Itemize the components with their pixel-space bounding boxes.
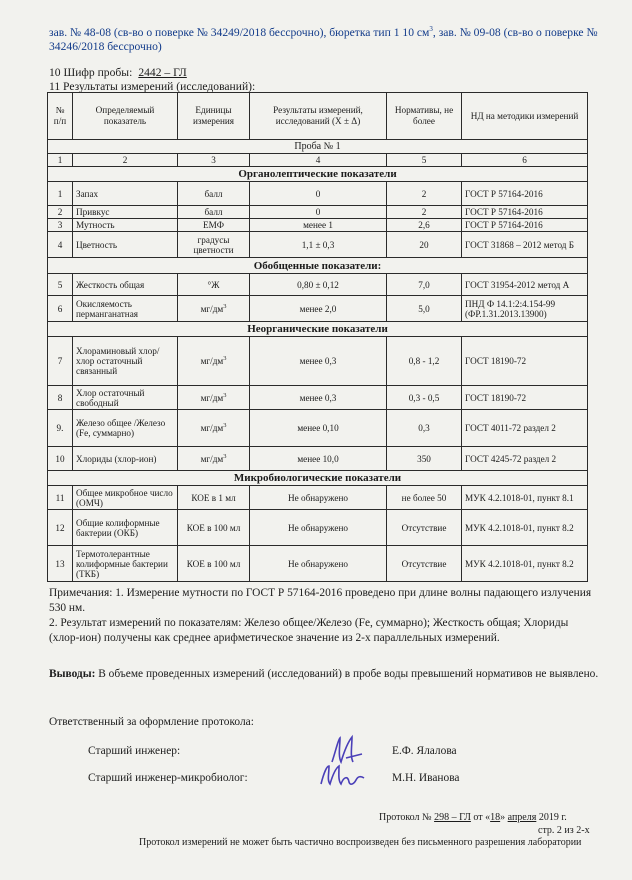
row-method: ГОСТ 18190-72 xyxy=(462,386,588,410)
row-result: Не обнаружено xyxy=(250,486,387,510)
row-param: Окисляемость перманганатная xyxy=(73,296,178,322)
row-units xyxy=(178,447,250,471)
col-number: 5 xyxy=(387,154,462,167)
row-units: балл xyxy=(178,182,250,206)
row-units xyxy=(178,386,250,410)
row-param: Железо общее /Железо (Fe, суммарно) xyxy=(73,410,178,447)
units-sup: 3 xyxy=(223,391,227,399)
row-param: Общие колиформные бактерии (ОКБ) xyxy=(73,510,178,546)
row-result: 1,1 ± 0,3 xyxy=(250,232,387,258)
table-row xyxy=(48,546,588,582)
row-result: Не обнаружено xyxy=(250,510,387,546)
equipment-sup: 3 xyxy=(429,25,433,33)
row-norm: 0,3 - 0,5 xyxy=(387,386,462,410)
row-units: КОЕ в 100 мл xyxy=(178,510,250,546)
row-norm: 5,0 xyxy=(387,296,462,322)
col-header-method: НД на методики измерений xyxy=(462,93,588,140)
sample-code-value: 2442 – ГЛ xyxy=(138,66,187,79)
units-sup: 3 xyxy=(223,302,227,310)
signer-2-position: Старший инженер-микробиолог: xyxy=(88,772,248,784)
row-units: градусы цветности xyxy=(178,232,250,258)
table-row xyxy=(48,386,588,410)
table-row xyxy=(48,206,588,219)
row-result: Не обнаружено xyxy=(250,546,387,582)
equipment-text-1: зав. № 48-08 (св-во о поверке № 34249/2018 бессрочно), бюретка тип 1 10 см xyxy=(49,25,430,39)
units-sup: 3 xyxy=(223,355,227,363)
row-param: Привкус xyxy=(73,206,178,219)
protocol-from: от « xyxy=(470,812,491,823)
row-norm: Отсутствие xyxy=(387,546,462,582)
row-param: Хлораминовый хлор/хлор остаточный связанный xyxy=(73,337,178,386)
row-num: 6 xyxy=(48,296,73,322)
row-num: 9. xyxy=(48,410,73,447)
row-result: менее 0,3 xyxy=(250,386,387,410)
table-row xyxy=(48,410,588,447)
row-num: 13 xyxy=(48,546,73,582)
row-method: ГОСТ Р 57164-2016 xyxy=(462,206,588,219)
units-text: мг/дм xyxy=(200,454,224,465)
row-method: ГОСТ Р 57164-2016 xyxy=(462,182,588,206)
col-number: 2 xyxy=(73,154,178,167)
row-result: 0,80 ± 0,12 xyxy=(250,274,387,296)
row-method: ГОСТ Р 57164-2016 xyxy=(462,219,588,232)
row-method: МУК 4.2.1018-01, пункт 8.2 xyxy=(462,510,588,546)
row-num: 7 xyxy=(48,337,73,386)
row-param: Хлориды (хлор-ион) xyxy=(73,447,178,471)
conclusion-text: В объеме проведенных измерений (исследований) в пробе воды превышений нормативов не выявлено. xyxy=(95,668,599,680)
table-row xyxy=(48,447,588,471)
row-num: 1 xyxy=(48,182,73,206)
col-header-units: Единицы измерения xyxy=(178,93,250,140)
row-result: 0 xyxy=(250,182,387,206)
col-number: 1 xyxy=(48,154,73,167)
row-units: КОЕ в 1 мл xyxy=(178,486,250,510)
row-method: ГОСТ 4011-72 раздел 2 xyxy=(462,410,588,447)
row-num: 2 xyxy=(48,206,73,219)
row-method: МУК 4.2.1018-01, пункт 8.1 xyxy=(462,486,588,510)
table-row xyxy=(48,337,588,386)
table-row xyxy=(48,510,588,546)
row-result: менее 2,0 xyxy=(250,296,387,322)
row-result: менее 0,10 xyxy=(250,410,387,447)
col-header-param: Определяемый показатель xyxy=(73,93,178,140)
row-method: ГОСТ 31954-2012 метод А xyxy=(462,274,588,296)
section-micro: Микробиологические показатели xyxy=(48,471,588,486)
row-num: 10 xyxy=(48,447,73,471)
row-result: 0 xyxy=(250,206,387,219)
col-number: 6 xyxy=(462,154,588,167)
row-norm: 0,3 xyxy=(387,410,462,447)
row-param: Хлор остаточный свободный xyxy=(73,386,178,410)
row-param: Жесткость общая xyxy=(73,274,178,296)
row-norm: Отсутствие xyxy=(387,510,462,546)
section-general: Обобщенные показатели: xyxy=(48,258,588,274)
section-organoleptic: Органолептические показатели xyxy=(48,167,588,182)
row-result: менее 10,0 xyxy=(250,447,387,471)
page-counter: стр. 2 из 2-х xyxy=(538,825,590,836)
protocol-number-line xyxy=(379,812,567,823)
units-sup: 3 xyxy=(223,452,227,460)
signer-1-position: Старший инженер: xyxy=(88,745,181,757)
col-number: 4 xyxy=(250,154,387,167)
row-norm: 2 xyxy=(387,206,462,219)
row-norm: 7,0 xyxy=(387,274,462,296)
row-units: °Ж xyxy=(178,274,250,296)
units-text: мг/дм xyxy=(200,304,224,315)
section-inorganic: Неорганические показатели xyxy=(48,322,588,337)
table-row xyxy=(48,219,588,232)
units-text: мг/дм xyxy=(200,356,224,367)
row-result: менее 0,3 xyxy=(250,337,387,386)
row-norm: 20 xyxy=(387,232,462,258)
row-param: Общее микробное число (ОМЧ) xyxy=(73,486,178,510)
row-units xyxy=(178,296,250,322)
protocol-number: 298 – ГЛ xyxy=(434,812,471,823)
protocol-prefix: Протокол № xyxy=(379,812,432,823)
row-num: 12 xyxy=(48,510,73,546)
row-num: 3 xyxy=(48,219,73,232)
row-num: 5 xyxy=(48,274,73,296)
sample-code-label: 10 Шифр пробы: xyxy=(49,66,133,79)
table-row xyxy=(48,232,588,258)
row-units xyxy=(178,337,250,386)
disclaimer: Протокол измерений не может быть частично воспроизведен без письменного разрешения лаборатории xyxy=(139,837,582,848)
row-param: Запах xyxy=(73,182,178,206)
note-1: Примечания: 1. Измерение мутности по ГОСТ Р 57164-2016 проведено при длине волны падающего излучения 530 нм. xyxy=(49,587,592,614)
row-param: Цветность xyxy=(73,232,178,258)
row-units: ЕМФ xyxy=(178,219,250,232)
col-header-norm: Нормативы, не более xyxy=(387,93,462,140)
units-text: мг/дм xyxy=(200,423,224,434)
signature-2-image xyxy=(318,762,366,790)
table-row xyxy=(48,274,588,296)
row-norm: 0,8 - 1,2 xyxy=(387,337,462,386)
table-row xyxy=(48,296,588,322)
col-header-result: Результаты измерений, исследований (X ± Δ) xyxy=(250,93,387,140)
col-header-num: № п/п xyxy=(48,93,73,140)
notes-block xyxy=(49,586,599,646)
conclusion-label: Выводы: xyxy=(49,668,96,680)
signer-2-name: М.Н. Иванова xyxy=(392,772,460,784)
row-norm: 2,6 xyxy=(387,219,462,232)
row-method: ГОСТ 4245-72 раздел 2 xyxy=(462,447,588,471)
protocol-year: 2019 г. xyxy=(536,812,567,823)
conclusion-block xyxy=(49,667,599,682)
row-method: ГОСТ 31868 – 2012 метод Б xyxy=(462,232,588,258)
row-norm: 350 xyxy=(387,447,462,471)
table-row xyxy=(48,182,588,206)
responsible-line: Ответственный за оформление протокола: xyxy=(49,716,254,728)
protocol-month-sep: » xyxy=(500,812,508,823)
table-row xyxy=(48,486,588,510)
row-param: Мутность xyxy=(73,219,178,232)
units-text: мг/дм xyxy=(200,393,224,404)
row-num: 8 xyxy=(48,386,73,410)
row-norm: 2 xyxy=(387,182,462,206)
sample-code-line xyxy=(49,66,187,79)
units-sup: 3 xyxy=(223,422,227,430)
row-units xyxy=(178,410,250,447)
results-heading: 11 Результаты измерений (исследований): xyxy=(49,80,256,93)
row-method: ГОСТ 18190-72 xyxy=(462,337,588,386)
row-units: балл xyxy=(178,206,250,219)
row-result: менее 1 xyxy=(250,219,387,232)
col-number: 3 xyxy=(178,154,250,167)
row-num: 11 xyxy=(48,486,73,510)
row-units: КОЕ в 100 мл xyxy=(178,546,250,582)
equipment-line xyxy=(49,22,599,54)
row-method: МУК 4.2.1018-01, пункт 8.2 xyxy=(462,546,588,582)
protocol-day: 18 xyxy=(490,812,501,823)
equipment-text-2: , зав. № 09-08 (св-во о поверке № 34246/2018 бессрочно) xyxy=(49,25,598,53)
row-method: ПНД Ф 14.1:2:4.154-99 (ФР.1.31.2013.13900) xyxy=(462,296,588,322)
note-2: 2. Результат измерений по показателям: Железо общее/Железо (Fe, суммарно); Жесткость общая; Хлориды (хлор-ион) получены как среднее арифметическое значение из 2-х параллельных измерений. xyxy=(49,617,569,644)
row-param: Термотолерантные колиформные бактерии (ТКБ) xyxy=(73,546,178,582)
row-norm: не более 50 xyxy=(387,486,462,510)
signer-1-name: Е.Ф. Ялалова xyxy=(392,745,457,757)
sample-row: Проба № 1 xyxy=(48,140,588,154)
row-num: 4 xyxy=(48,232,73,258)
protocol-month: апреля xyxy=(507,812,537,823)
results-table xyxy=(47,92,588,582)
